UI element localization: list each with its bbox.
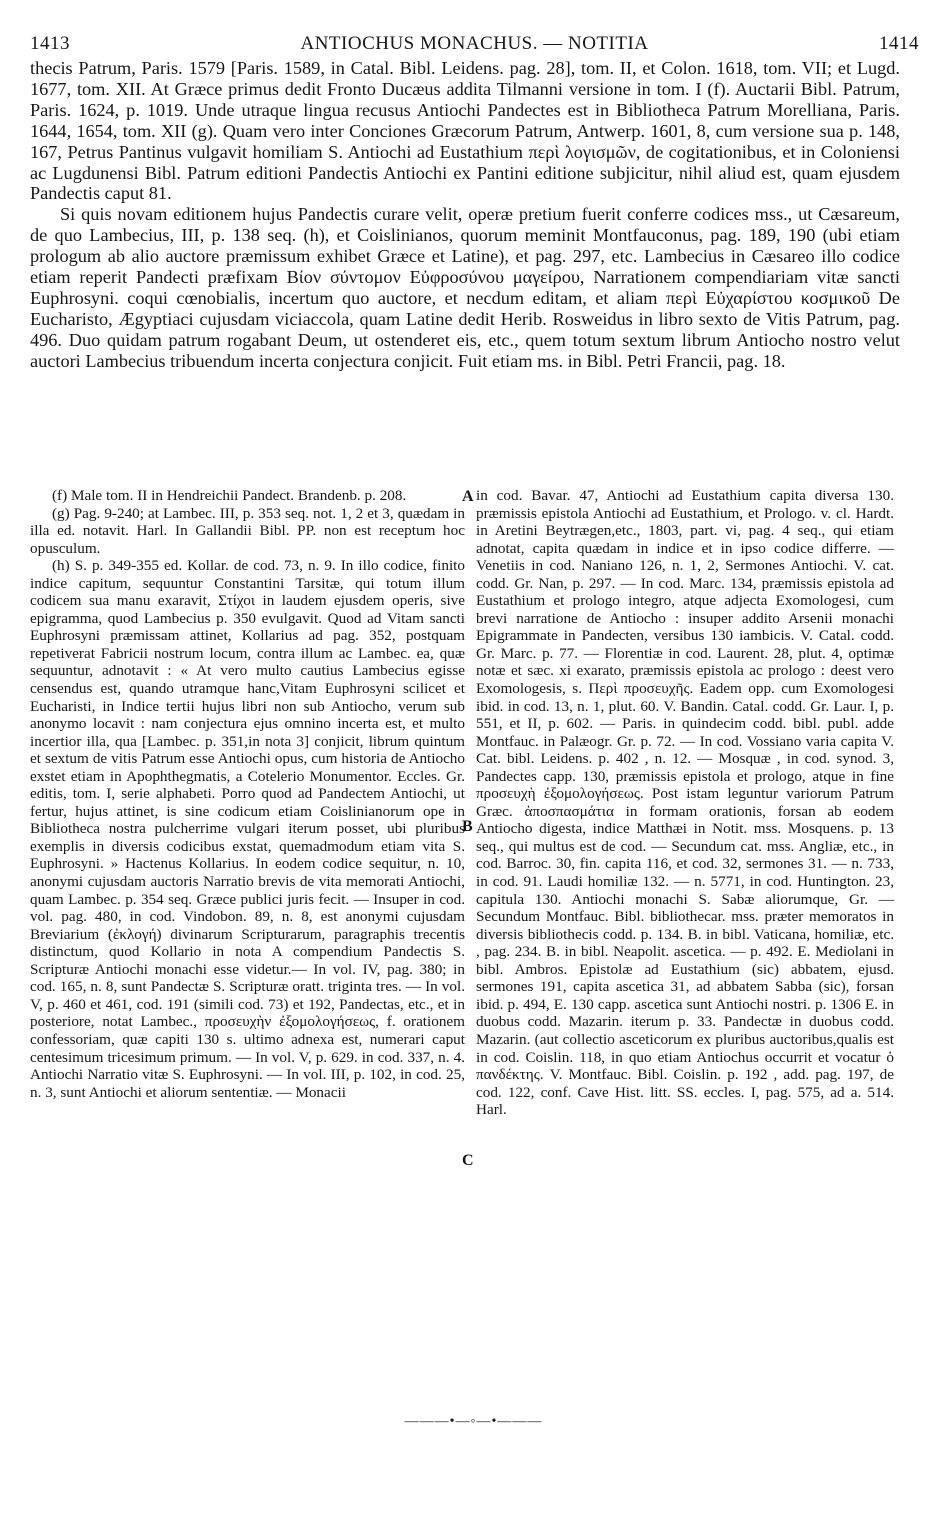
footnotes-right-column (476, 487, 894, 1119)
page-header (30, 33, 919, 57)
footnote-continuation: in cod. Bavar. 47, Antiochi ad Eustathium capita diversa 130. præmissis epistola Antiochi ad Eustathium, et Prologo. v. cl. Hardt. in Aretini Beytrægen,etc., 1803, part. vi, pag. 4 seq., qui etiam adnotat, capita quædam in indice et in ipso codice differre. — Venetiis in cod. Naniano 126, n. 1, 2, Sermones Antiochi. V. cat. codd. Gr. Nan, p. 297. — In cod. Marc. 134, præmissis epistola ad Eustathium et prologo integro, atque adjecta Exomologesi, cum brevi narratione de Antiocho : insuper addito Arsenii monachi Epigrammate in Pandecten, versibus 130 iambicis. V. Catal. codd. Gr. Marc. p. 77. — Florentiæ in cod. Laurent. 28, plut. 4, optimæ notæ et sæc. xi exarato, præmissis epistola ac prologo : deest vero Exomologesis, s. Περὶ προσευχῆς. Eadem opp. cum Exomologesi ibid. in cod. 13, n. 1, plut. 60. V. Bandin. Catal. codd. Gr. Laur. I, p. 551, et II, p. 602. — Paris. in quindecim codd. bibl. publ. adde Montfauc. in Palæogr. Gr. p. 72. — In cod. Vossiano varia capita V. Cat. bibl. Leidens. p. 402 , n. 12. — Mosquæ , in cod. synod. 3, Pandectes capp. 130, præmissis epistola et prologo, atque in fine προσευχὴ ἐξομολογήσεως. Post istam leguntur variorum Patrum Græc. ἀποσπασμάτια in formam orationis, forsan ab eodem Antiocho digesta, indice Matthæi in Notit. mss. Mosquens. p. 13 seq., qui multus est de cod. — Secundum cat. mss. Angliæ, etc., in cod. Barroc. 30, fin. capita 116, et cod. 32, sermones 31. — n. 733, in cod. 91. Laudi homiliæ 132. — n. 5771, in cod. Huntington. 23, capitula 130. Antiochi monachi S. Sabæ aliorumque, Gr. — Secundum Montfauc. Bibl. bibliothecar. mss. præter memoratos in diversis bibliothecis codd. p. 134. B. in bibl. Vaticana, homiliæ, etc. , pag. 234. B. in bibl. Neapolit. ascetica. — p. 492. E. Mediolani in bibl. Ambros. Epistolæ ad Eustathium (sic) abbatem, ejusd. sermones 191, capita ascetica 31, ad abbatem Sabba (sic), forsan ibid. p. 494, E. 130 capp. ascetica sunt Antiochi nostri. p. 1306 E. in duobus codd. Mazarin. iterum p. 33. Pandectæ in duobus codd. Mazarin. (aut collectio asceticorum ex pluribus auctoribus,qualis est in cod. Coislin. 118, in quo etiam Antiochus occurrit et vocatur ὁ πανδέκτης. V. Montfauc. Bibl. Coislin. p. 192 , add. pag. 197, de cod. 122, conf. Cave Hist. litt. SS. eccles. I, pag. 575, ad a. 514. Harl. (476, 487, 894, 1119)
margin-marker-a: A (462, 488, 474, 505)
main-paragraph-2: Si quis novam editionem hujus Pandectis curare velit, operæ pretium fuerit conferre codices mss., ut Cæsareum, de quo Lambecius, III, p. 138 seq. (h), et Coislinianos, quorum meminit Montfauconus, pag. 189, 190 (ubi etiam prologum ab alio auctore præmissum exhibet Græce et Latine), et pag. 297, etc. Lambecius in Cæsareo illo codice etiam reperit Pandecti præfixam Βίον σύντομον Εὐφροσύνου μαγείρου, Narrationem compendiariam vitæ sancti Euphrosyni. coqui cœnobialis, incertum quo auctore, et necdum editam, et aliam περὶ Εὐχαρίστου κοσμικοῦ De Eucharisto, Ægyptiaci cujusdam viciaccola, quam Latine dedit Herib. Rosweidus in libro sexto de Vitis Patrum, pag. 496. Duo quidam patrum rogabant Deum, ut ostenderet eis, etc., quem totum sextum librum Antiocho nostro velut auctori Lambecius tribuendum incerta conjectura conjicit. Fuit etiam ms. in Bibl. Petri Francii, pag. 18. (30, 204, 900, 371)
page-number-left: 1413 (30, 33, 70, 54)
page-number-right: 1414 (879, 33, 919, 54)
main-paragraph-1: thecis Patrum, Paris. 1579 [Paris. 1589, in Catal. Bibl. Leidens. pag. 28], tom. II, et Colon. 1618, tom. VII; et Lugd. 1677, tom. XII. At Græce primus dedit Fronto Ducæus addita Tilmanni versione in tom. I (f). Auctarii Bibl. Patrum, Paris. 1624, p. 1019. Unde utraque lingua recusus Antiochi Pandectes est in Bibliotheca Patrum Morelliana, Paris. 1644, 1654, tom. XII (g). Quam vero inter Conciones Græcorum Patrum, Antwerp. 1601, 8, cum versione sua p. 148, 167, Petrus Pantinus vulgavit homiliam S. Antiochi ad Eustathium περὶ λογισμῶν, de cogitationibus, et in Coloniensi ac Lugdunensi Bibl. Patrum editioni Pandectis Antiochi ex Pantini editione subjicitur, nihil aliud est, quam ejusdem Pandectis caput 81. (30, 58, 900, 204)
footnotes-left-column (30, 487, 465, 1101)
running-title: ANTIOCHUS MONACHUS. — NOTITIA (300, 33, 649, 54)
main-text (30, 58, 900, 372)
footnote-g: (g) Pag. 9-240; at Lambec. III, p. 353 seq. not. 1, 2 et 3, quædam in illa ed. notavit. Harl. In Gallandii Bibl. PP. non est receptum hoc opusculum. (30, 504, 465, 557)
footnote-h: (h) S. p. 349-355 ed. Kollar. de cod. 73, n. 9. In illo codice, finito indice capitum, sequuntur Constantini Tarsitæ, qui totum illum codicem sua manu exaravit, Στίχοι in laudem ejusdem operis, sive epigramma, quod Lambecius p. 350 evulgavit. Quod ad Vitam sancti Euphrosyni præmissam attinet, Kollarius ad pag. 352, postquam repetiverat Fabricii nostrum locum, contra illum ac Lambec. ea, quæ sequuntur, adnotavit : « At vero multo cautius Lambecius egisse censendus est, quando utramque hanc,Vitam Euphrosyni scilicet et Eucharisti, in Indice tertii hujus libri non sub Antiocho, verum sub anonymo locavit : nam conjectura ejus omnino incerta est, et multo incertior illa, qua [Lambec. p. 351,in nota 3] conjicit, librum quintum et sextum de vitis Patrum esse Antiochi opus, cum historia de Antiocho exstet etiam in Apophthegmatis, a Cotelerio Monumentor. Eccles. Gr. editis, tom. I, serie alphabeti. Porro quod ad Pandectem Antiochi, ut fertur, hujus attinet, is sine codicum etiam Coislinianorum ope in Bibliotheca nostra pulcherrime vulgari iterum posset, ubi pluribus exemplis in diversis codicibus exstat, quemadmodum etiam vita S. Euphrosyni. » Hactenus Kollarius. In eodem codice sequitur, n. 10, anonymi cujusdam auctoris Narratio brevis de vita memorati Antiochi, quam Lambec. p. 354 seq. Græce publici juris fecit. — Insuper in cod. vol. pag. 480, in cod. Vindobon. 89, n. 8, est anonymi cujusdam Breviarium (ἐκλογή) divinarum Scripturarum, paragraphis trecentis distinctum, quod Kollario in nota A compendium Pandectis S. Scripturæ Antiochi monachi esse videtur.— In vol. IV, pag. 380; in cod. 165, n. 8, sunt Pandectæ S. Scripturæ oratt. triginta tres. — In vol. V, p. 460 et 461, cod. 191 (simili cod. 73) et 192, Pandectas, etc., et in posteriore, notat Lambec., προσευχὴν ἐξομολογήσεως, f. orationem confessoriam, quæ capiti 130 s. ultimo adnexa est, numerari caput centesimum tricesimum primum. — In vol. V, p. 629. in cod. 337, n. 4. Antiochi Narratio vitæ S. Euphrosyni. — In vol. III, p. 102, in cod. 25, n. 3, sunt Antiochi et aliorum sententiæ. — Monacii (30, 557, 465, 1101)
margin-marker-c: C (462, 1152, 474, 1169)
end-ornament: ———•—◦—•——— (404, 1414, 543, 1429)
footnote-f: (f) Male tom. II in Hendreichii Pandect. Brandenb. p. 208. (52, 487, 407, 504)
margin-marker-b: B (462, 818, 473, 835)
